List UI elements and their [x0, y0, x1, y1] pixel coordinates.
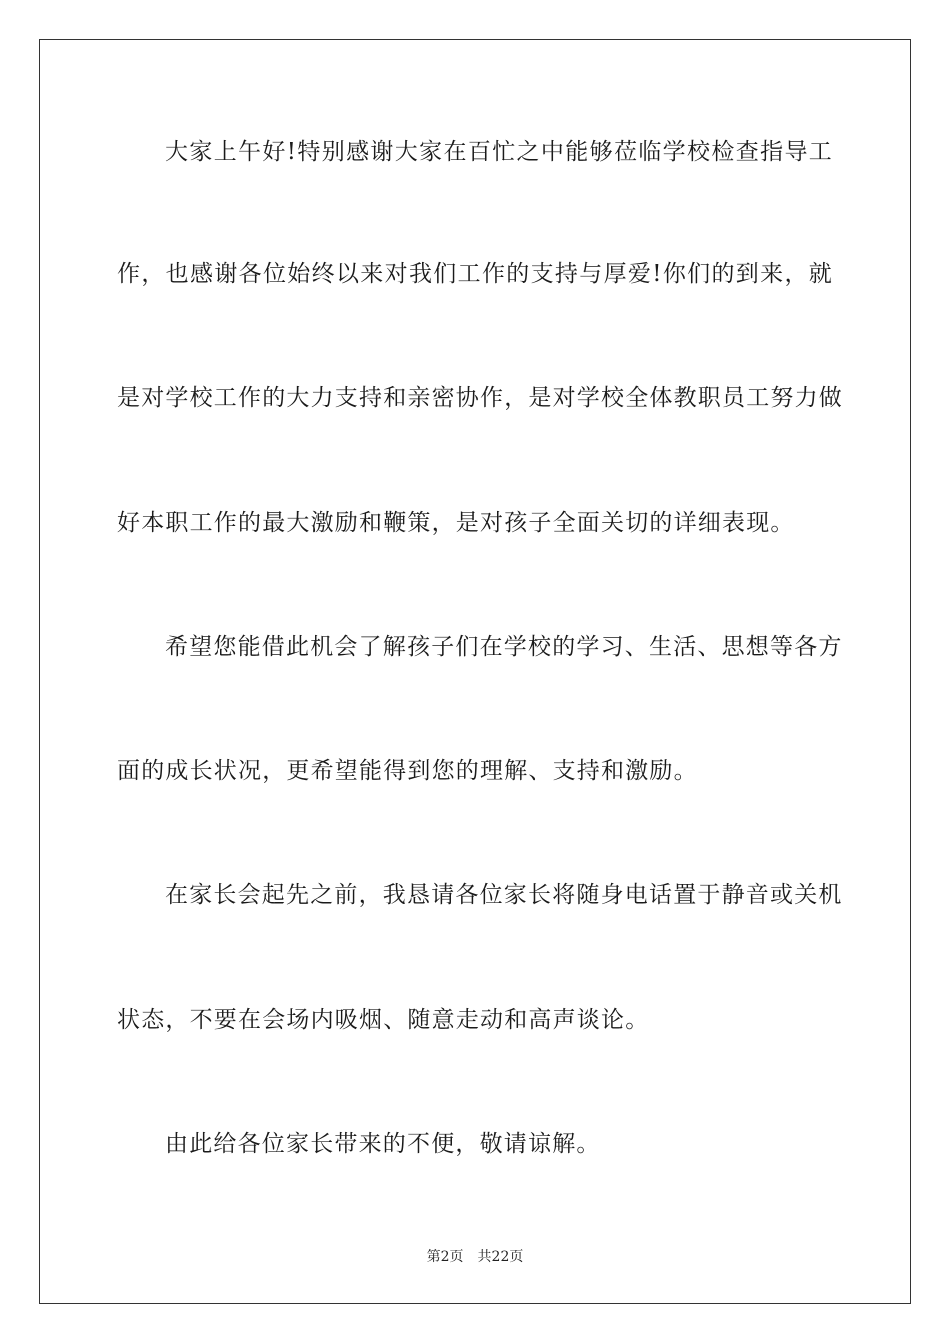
paragraph-4-line-1: 由此给各位家长带来的不便，敬请谅解。	[165, 1131, 601, 1157]
page-border	[39, 39, 911, 1304]
paragraph-1-line-4: 好本职工作的最大激励和鞭策，是对孩子全面关切的详细表现。	[117, 510, 795, 536]
paragraph-1-line-2: 作，也感谢各位始终以来对我们工作的支持与厚爱!你们的到来，就	[117, 261, 833, 287]
page-total: 共22页	[477, 1249, 524, 1265]
paragraph-3-line-2: 状态，不要在会场内吸烟、随意走动和高声谈论。	[117, 1007, 650, 1033]
paragraph-2-line-1: 希望您能借此机会了解孩子们在学校的学习、生活、思想等各方	[165, 634, 843, 660]
paragraph-1-line-1: 大家上午好!特别感谢大家在百忙之中能够莅临学校检查指导工	[165, 139, 833, 165]
paragraph-2-line-2: 面的成长状况，更希望能得到您的理解、支持和激励。	[117, 758, 698, 784]
page-number: 第2页	[426, 1249, 464, 1265]
paragraph-1-line-3: 是对学校工作的大力支持和亲密协作，是对学校全体教职员工努力做	[117, 385, 843, 411]
page-footer	[0, 1248, 950, 1266]
paragraph-3-line-1: 在家长会起先之前，我恳请各位家长将随身电话置于静音或关机	[165, 882, 843, 908]
